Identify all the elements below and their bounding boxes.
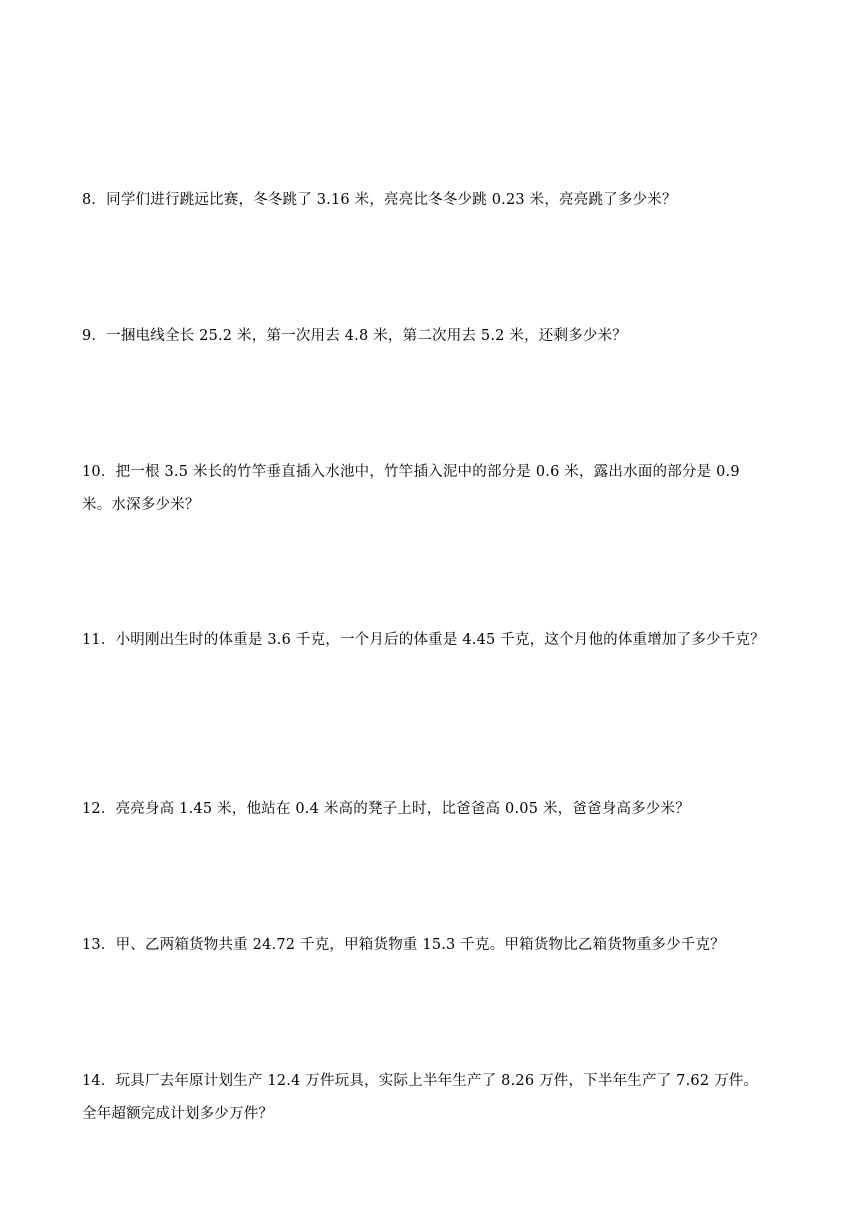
problem-12 bbox=[82, 793, 772, 826]
problem-number: 8． bbox=[82, 192, 107, 208]
problem-number: 11． bbox=[82, 632, 116, 648]
problem-text: 一捆电线全长 25.2 米，第一次用去 4.8 米，第二次用去 5.2 米，还剩多少米？ bbox=[106, 328, 627, 344]
problem-number: 12． bbox=[82, 801, 116, 817]
problem-number: 13． bbox=[82, 937, 116, 953]
problem-10 bbox=[82, 456, 772, 522]
problem-text: 玩具厂去年原计划生产 12.4 万件玩具，实际上半年生产了 8.26 万件，下半年生产了 7.62 万件。全年超额完成计划多少万件？ bbox=[82, 1073, 759, 1122]
problem-text: 把一根 3.5 米长的竹竿垂直插入水池中，竹竿插入泥中的部分是 0.6 米，露出水面的部分是 0.9 米。水深多少米？ bbox=[82, 464, 740, 513]
problem-number: 14． bbox=[82, 1073, 116, 1089]
problem-number: 10． bbox=[82, 464, 116, 480]
problem-text: 甲、乙两箱货物共重 24.72 千克，甲箱货物重 15.3 千克。甲箱货物比乙箱货物重多少千克？ bbox=[115, 937, 725, 953]
problem-9 bbox=[82, 320, 772, 353]
problem-13 bbox=[82, 929, 772, 962]
problem-8 bbox=[82, 184, 772, 217]
problem-text: 同学们进行跳远比赛，冬冬跳了 3.16 米，亮亮比冬冬少跳 0.23 米，亮亮跳了多少米？ bbox=[106, 192, 677, 208]
problem-number: 9． bbox=[82, 328, 107, 344]
problem-text: 小明刚出生时的体重是 3.6 千克，一个月后的体重是 4.45 千克，这个月他的体重增加了多少千克？ bbox=[115, 632, 765, 648]
problem-text: 亮亮身高 1.45 米，他站在 0.4 米高的凳子上时，比爸爸高 0.05 米，爸爸身高多少米？ bbox=[115, 801, 690, 817]
problem-14 bbox=[82, 1065, 772, 1131]
problem-11 bbox=[82, 624, 772, 657]
